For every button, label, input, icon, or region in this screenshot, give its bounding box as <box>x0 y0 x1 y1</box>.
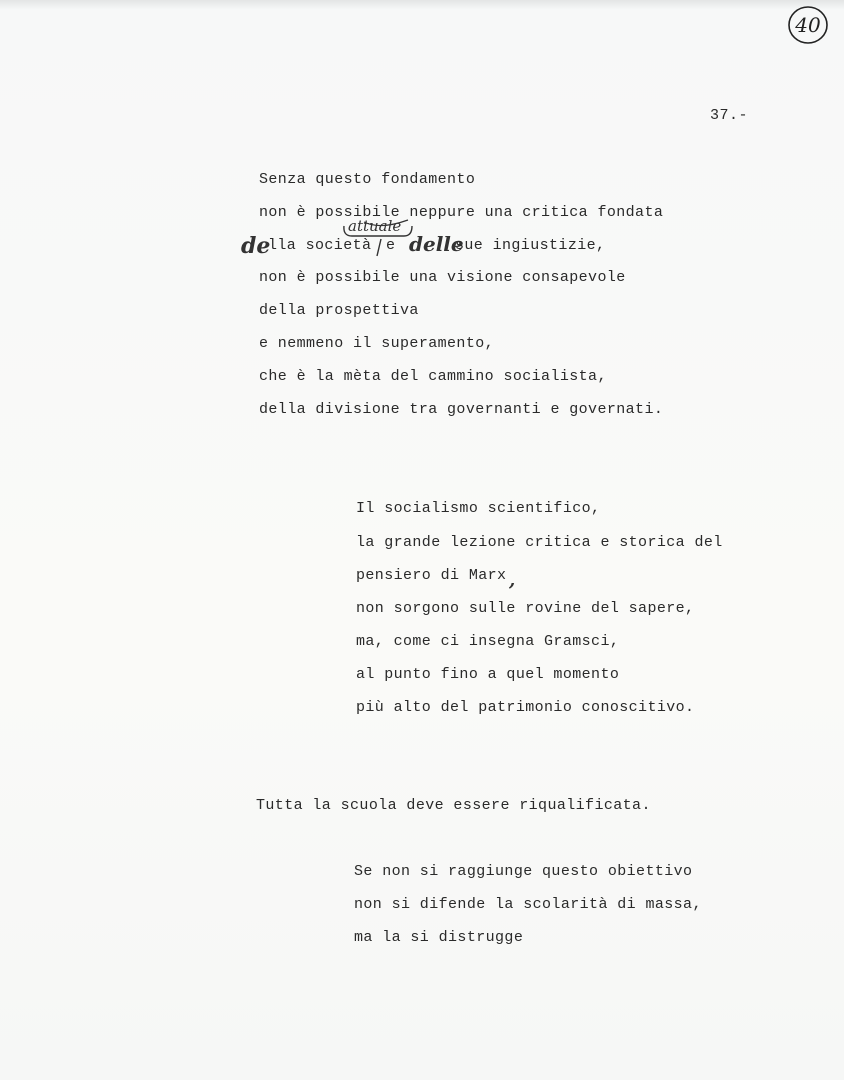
text-line: Il socialismo scientifico, <box>356 500 601 517</box>
handwritten-replacement: delle <box>409 232 464 256</box>
text-line: Tutta la scuola deve essere riqualificata. <box>256 797 651 814</box>
text-line: e nemmeno il superamento, <box>259 335 495 352</box>
text-line: non è possibile una visione consapevole <box>259 269 626 286</box>
insertion-caret <box>377 239 381 256</box>
handwritten-insertion: attuale <box>348 217 402 235</box>
text-line: della prospettiva <box>259 302 419 319</box>
text-line: più alto del patrimonio conoscitivo. <box>356 699 695 716</box>
scan-edge <box>0 0 844 10</box>
text-line: non è possibile neppure una critica fondata <box>259 204 664 221</box>
text-line: al punto fino a quel momento <box>356 666 620 683</box>
handwritten-prefix: de <box>241 233 271 259</box>
text-line: non si difende la scolarità di massa, <box>354 896 702 913</box>
text-line: non sorgono sulle rovine del sapere, <box>356 600 695 617</box>
typed-page-number: 37.- <box>710 107 749 124</box>
text-line: lla società <box>268 237 372 254</box>
text-line: della divisione tra governanti e governati. <box>259 401 664 418</box>
text-line: Senza questo fondamento <box>259 171 476 188</box>
text-line: ma, come ci insegna Gramsci, <box>356 633 620 650</box>
text-line: la grande lezione critica e storica del <box>356 534 723 551</box>
handwritten-comma: , <box>509 570 516 591</box>
text-line: e <box>386 237 396 254</box>
circled-number-text: 40 <box>795 13 821 37</box>
text-line: pensiero di Marx <box>356 567 507 584</box>
circled-page-number <box>785 2 831 48</box>
text-line: Se non si raggiunge questo obiettivo <box>354 863 693 880</box>
text-line: ma la si distrugge <box>354 929 524 946</box>
circle-mark <box>785 2 831 48</box>
text-line: che è la mèta del cammino socialista, <box>259 368 607 385</box>
text-line: sue ingiustizie, <box>455 237 606 254</box>
